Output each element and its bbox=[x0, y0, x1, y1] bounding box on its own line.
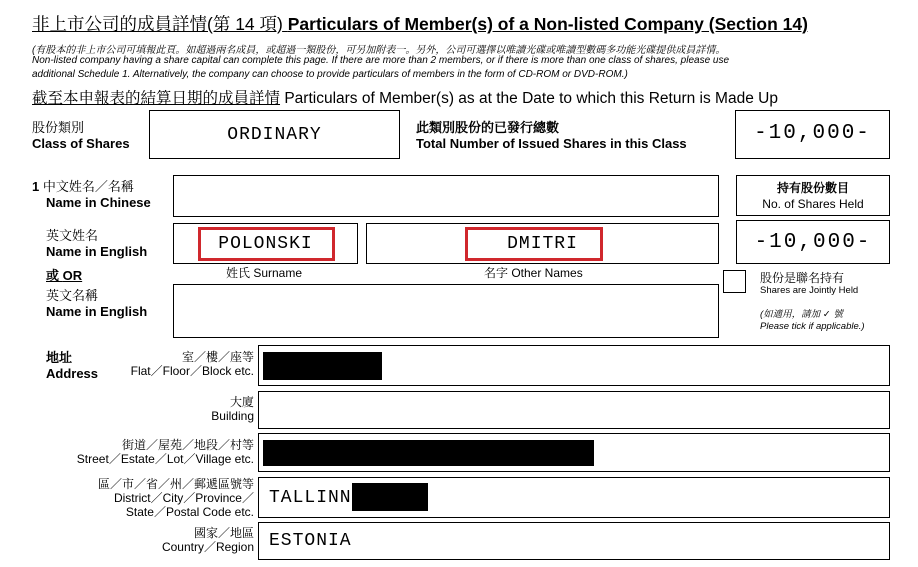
jointly-held-label: 股份是聯名持有 Shares are Jointly Held bbox=[760, 271, 859, 296]
class-of-shares-value: ORDINARY bbox=[227, 125, 322, 145]
street-redaction bbox=[263, 440, 594, 466]
name-english-alt-label: 英文名稱 Name in English bbox=[46, 288, 148, 319]
subtitle-zh: 截至本申報表的結算日期的成員詳情 bbox=[32, 90, 281, 107]
surname-caption: 姓氏 Surname bbox=[226, 266, 303, 280]
total-issued-field[interactable] bbox=[735, 110, 890, 159]
note-en-2: additional Schedule 1. Alternatively, the company can choose to provide particulars of members in the form of CD-ROM or DVD-ROM.) bbox=[32, 69, 628, 80]
tick-note: (如適用，請加 ✓ 號 Please tick if applicable.) bbox=[760, 309, 865, 332]
name-english-label: 英文姓名 Name in English bbox=[46, 228, 148, 259]
country-field[interactable] bbox=[258, 522, 890, 560]
name-chinese-label: 1 中文姓名／名稱 Name in Chinese bbox=[32, 179, 151, 210]
shares-held-header: 持有股份數目 No. of Shares Held bbox=[736, 175, 890, 216]
title-en: Particulars of Member(s) of a Non-listed Company (Section 14) bbox=[287, 14, 808, 34]
flat-field[interactable] bbox=[258, 345, 890, 386]
district-label: 區／市／省／州／郵遞區號等 District／City／Province／ State／Postal Code etc. bbox=[97, 477, 254, 519]
shares-held-field[interactable] bbox=[736, 220, 890, 264]
district-redaction bbox=[352, 483, 428, 511]
country-value: ESTONIA bbox=[269, 531, 352, 551]
note-zh: (有股本的非上市公司可填報此頁。如超過兩名成員，或超過一類股份，可另加附表一。另外，公司可選擇以唯讀光碟或唯讀型數碼多功能光碟提供成員詳情。 bbox=[32, 45, 726, 56]
surname-highlight bbox=[198, 227, 335, 261]
page-title bbox=[32, 11, 808, 36]
building-label: 大廈 Building bbox=[211, 395, 254, 423]
surname-value: POLONSKI bbox=[218, 234, 313, 254]
class-of-shares-label: 股份類別 Class of Shares bbox=[32, 120, 130, 151]
section-subtitle bbox=[32, 86, 778, 108]
flat-label: 室／樓／座等 Flat／Floor／Block etc. bbox=[130, 350, 254, 378]
other-names-highlight bbox=[465, 227, 603, 261]
shares-held-value: -10,000- bbox=[754, 231, 872, 254]
building-field[interactable] bbox=[258, 391, 890, 429]
name-english-alt-field[interactable] bbox=[173, 284, 719, 338]
total-issued-label: 此類別股份的已發行總數 Total Number of Issued Shares in this Class bbox=[416, 120, 687, 151]
address-label: 地址 Address bbox=[46, 350, 99, 381]
country-label: 國家／地區 Country／Region bbox=[161, 526, 254, 554]
district-value: TALLINN bbox=[269, 488, 352, 508]
jointly-held-checkbox[interactable] bbox=[723, 270, 746, 293]
class-of-shares-field[interactable] bbox=[149, 110, 400, 159]
total-issued-value: -10,000- bbox=[754, 122, 871, 145]
or-label: 或 OR bbox=[46, 268, 83, 283]
subtitle-en: Particulars of Member(s) as at the Date to which this Return is Made Up bbox=[284, 90, 778, 107]
other-names-caption: 名字 Other Names bbox=[484, 266, 583, 280]
street-label: 街道／屋苑／地段／村等 Street／Estate／Lot／Village etc. bbox=[76, 438, 254, 466]
street-field[interactable] bbox=[258, 433, 890, 472]
district-field[interactable] bbox=[258, 477, 890, 518]
other-names-value: DMITRI bbox=[507, 234, 578, 254]
note-en-1: Non-listed company having a share capital can complete this page. If there are more than 2 members, or if there is more than one class of shares, please use bbox=[32, 55, 730, 66]
title-zh: 非上市公司的成員詳情(第 14 項) bbox=[32, 14, 283, 34]
name-chinese-field[interactable] bbox=[173, 175, 719, 217]
flat-redaction bbox=[263, 352, 382, 380]
